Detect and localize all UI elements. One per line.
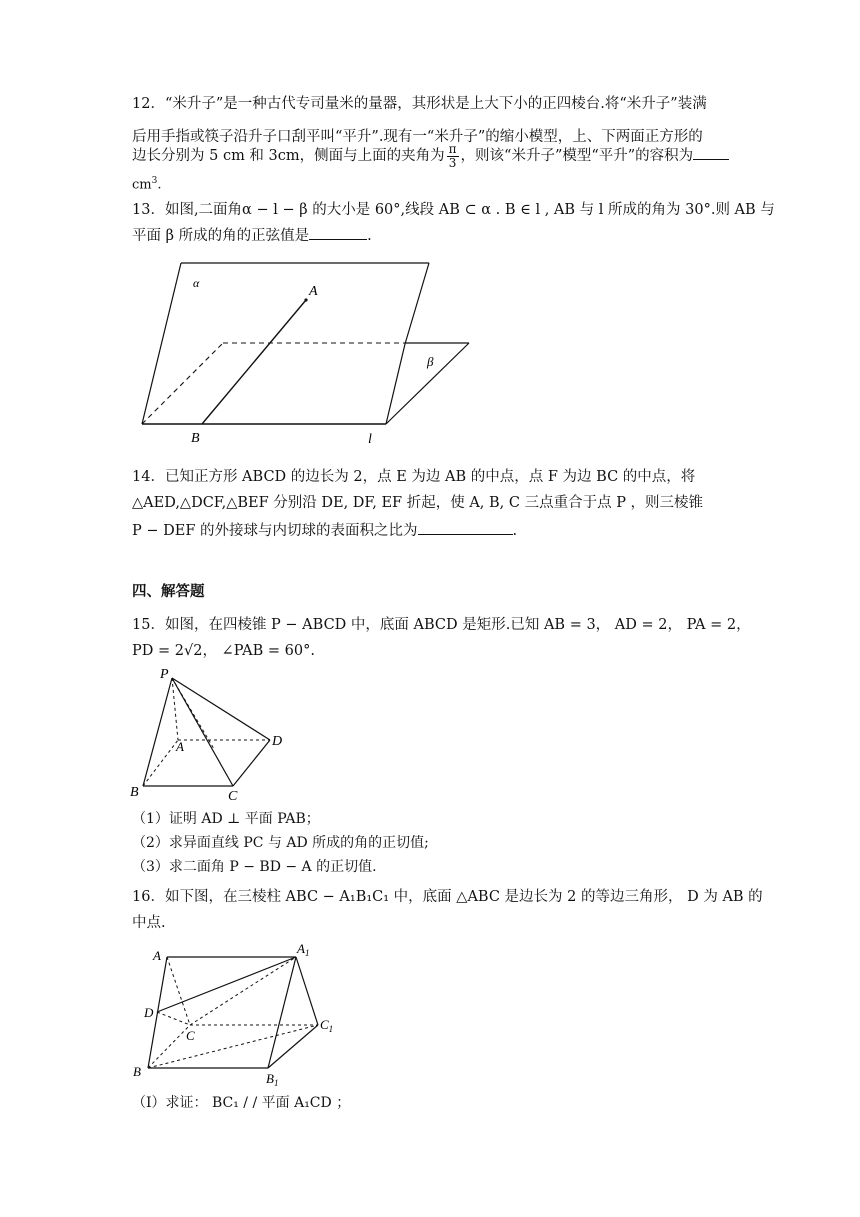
label-beta: β (427, 354, 434, 369)
q12-line-3 (132, 136, 729, 176)
label-b: B (191, 431, 200, 446)
q14-line-1: 14．已知正方形 ABCD 的边长为 2，点 E 为边 AB 的中点，点 F 为边 BC 的中点，将 (132, 469, 696, 485)
label-a: A (153, 948, 161, 963)
pi-over-3-fraction: $\frac{\pi}{3}$ (448, 141, 457, 170)
label-alpha: α (193, 276, 200, 290)
edge-a1b1 (268, 957, 296, 1068)
edge-pb (143, 678, 172, 786)
q14-line-2: △AED,△DCF,△BEF 分别沿 DE, DF, EF 折起，使 A, B, C 三点重合于点 P ，则三棱锥 (132, 495, 704, 511)
segment-da1 (157, 957, 296, 1012)
edge-pd (172, 678, 270, 740)
answer-blank-12[interactable] (693, 145, 729, 160)
section-heading: 四、解答题 (132, 584, 205, 600)
q13-line-1: 13．如图,二面角α − l − β 的大小是 60°,线段 AB ⊂ α . B ∈ l , AB 与 l 所成的角为 30°.则 AB 与 (132, 202, 775, 218)
label-l: l (368, 432, 372, 447)
label-c: C (228, 789, 238, 802)
q16-line-1: 16．如下图，在三棱柱 ABC − A₁B₁C₁ 中，底面 △ABC 是边长为 2 的等边三角形， D 为 AB 的 (132, 889, 763, 905)
label-d: D (272, 734, 283, 749)
q12-line-4: $cm^3$. (132, 176, 162, 193)
q16-sub-1: （Ⅰ）求证： BC₁ / / 平面 A₁CD ； (132, 1095, 351, 1111)
q15-sub-1: （1）证明 AD ⊥ 平面 PAB； (132, 811, 320, 827)
plane-alpha-right-edge-upper (405, 263, 429, 344)
point-a-dot (304, 298, 307, 301)
label-b: B (133, 1064, 141, 1079)
q13-line-2: 平面 β 所成的角的正弦值是 . (132, 225, 372, 246)
pyramid-figure (128, 662, 293, 802)
prism-figure (128, 940, 346, 1090)
edge-cd (233, 740, 270, 786)
segment-ab (202, 300, 306, 424)
label-b1: $B_1$ (266, 1071, 279, 1088)
label-b: B (130, 785, 139, 800)
plane-alpha-right-edge-lower (386, 344, 405, 424)
edge-ac-hidden (167, 957, 190, 1025)
label-d: D (144, 1005, 154, 1020)
q15-line-2: PD = 2√2， ∠PAB = 60°. (132, 643, 315, 659)
q12-line-3-b: ，则该“米升子”模型“平升”的容积为 (460, 148, 694, 164)
plane-alpha-left-edge (142, 263, 181, 424)
q12-line-3-a: 边长分别为 5 cm 和 3cm，侧面与上面的夹角为 (132, 148, 445, 164)
q16-line-2: 中点. (132, 915, 166, 931)
q15-sub-2: （2）求异面直线 PC 与 AD 所成的角的正切值; (132, 835, 429, 851)
q14-line-3: P − DEF 的外接球与内切球的表面积之比为 . (132, 520, 517, 541)
answer-blank-14[interactable] (418, 520, 513, 535)
label-c1: $C_1$ (320, 1017, 334, 1034)
label-p: P (160, 667, 169, 682)
label-c: C (186, 1028, 195, 1043)
label-a: A (176, 739, 184, 754)
label-a: A (309, 284, 318, 299)
edge-ab-hidden (143, 740, 178, 786)
dihedral-angle-figure (136, 255, 476, 450)
label-a1: $A_1$ (297, 941, 310, 958)
edge-b1c1 (268, 1025, 318, 1068)
answer-blank-13[interactable] (309, 225, 367, 240)
q15-line-1: 15．如图，在四棱锥 P − ABCD 中，底面 ABCD 是矩形.已知 AB = 3， AD = 2， PA = 2， (132, 617, 751, 633)
edge-a1c1 (296, 957, 318, 1025)
q15-sub-3: （3）求二面角 P − BD − A 的正切值. (132, 859, 377, 875)
segment-ca1-hidden (190, 957, 296, 1025)
segment-dc-hidden (157, 1012, 190, 1025)
q12-line-2: 后用手指或筷子沿升子口刮平叫“平升”.现有一“米升子”的缩小模型，上、下两面正方形的 (132, 129, 703, 145)
plane-beta-hidden-left-edge (142, 343, 223, 424)
q12-line-1: 12．“米升子”是一种古代专司量米的量器，其形状是上大下小的正四棱台.将“米升子”装满 (132, 96, 707, 112)
